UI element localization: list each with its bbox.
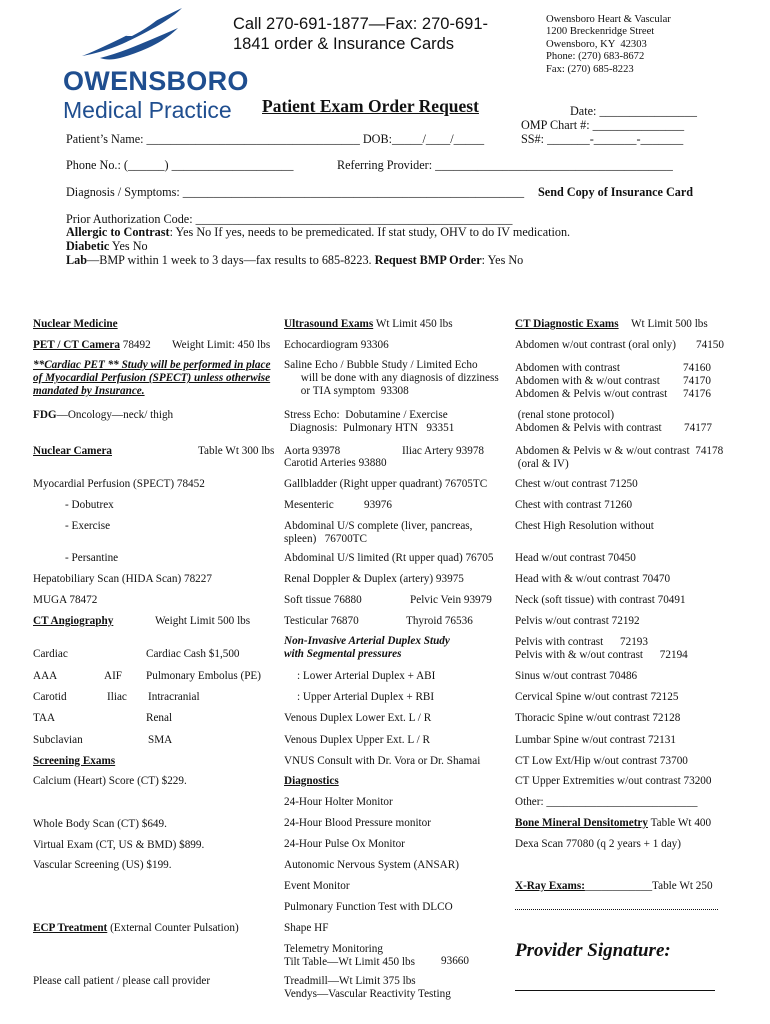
stress-echo-item[interactable]: Stress Echo: Dobutamine / Exercise Diagnosis: Pulmonary HTN 93351 xyxy=(284,409,455,434)
echocardiogram-item[interactable]: Echocardiogram 93306 xyxy=(284,339,389,351)
fdg-text: —Oncology—neck/ thigh xyxy=(56,409,174,421)
subclavian-item[interactable]: Subclavian xyxy=(33,734,83,746)
cervical-spine-item[interactable]: Cervical Spine w/out contrast 72125 xyxy=(515,691,679,703)
myocardial-perfusion-item[interactable]: Myocardial Perfusion (SPECT) 78452 xyxy=(33,478,205,490)
ct-weight-limit: Wt Limit 500 lbs xyxy=(631,318,708,330)
abdomen-wo-item[interactable]: Abdomen w/out contrast (oral only) xyxy=(515,339,676,351)
brand-subtitle: Medical Practice xyxy=(63,97,232,123)
chest-hr-item[interactable]: Chest High Resolution without xyxy=(515,520,654,532)
abdominal-limited-item[interactable]: Abdominal U/S limited (Rt upper quad) 76705 xyxy=(284,552,494,564)
diabetic-options[interactable]: Yes No xyxy=(109,239,148,253)
pelvic-vein-item[interactable]: Pelvic Vein 93979 xyxy=(410,594,492,606)
ecp-label: ECP Treatment xyxy=(33,922,108,934)
persantine-item[interactable]: - Persantine xyxy=(65,552,119,564)
bp-monitor-item[interactable]: 24-Hour Blood Pressure monitor xyxy=(284,817,431,829)
telemetry-code: 93660 xyxy=(441,955,469,967)
abdominal-complete-item[interactable]: Abdominal U/S complete (liver, pancreas, spleen) 76700TC xyxy=(284,520,473,545)
lower-arterial-duplex-item[interactable]: : Lower Arterial Duplex + ABI xyxy=(297,670,436,682)
xray-entry-line[interactable] xyxy=(515,909,718,910)
pet-weight-limit: Weight Limit: 450 lbs xyxy=(172,339,271,351)
head-ww-item[interactable]: Head with & w/out contrast 70470 xyxy=(515,573,671,585)
nuclear-medicine-heading: Nuclear Medicine xyxy=(33,318,118,330)
abdomen-contrast-codes: 74160 74170 74176 xyxy=(683,362,711,400)
abdomen-wo-code: 74150 xyxy=(696,339,724,351)
head-wo-item[interactable]: Head w/out contrast 70450 xyxy=(515,552,636,564)
call-fax-info: Call 270-691-1877—Fax: 270-691-1841 order & Insurance Cards xyxy=(233,15,488,53)
exercise-item[interactable]: - Exercise xyxy=(65,520,111,532)
upper-arterial-duplex-item[interactable]: : Upper Arterial Duplex + RBI xyxy=(297,691,435,703)
screening-exams-heading: Screening Exams xyxy=(33,755,116,767)
event-monitor-item[interactable]: Event Monitor xyxy=(284,880,350,892)
diabetic-label: Diabetic xyxy=(66,239,110,253)
request-bmp-label: Request BMP Order xyxy=(374,253,482,267)
taa-item[interactable]: TAA xyxy=(33,712,56,724)
please-call-note: Please call patient / please call provider xyxy=(33,975,211,987)
treadmill-vendys-item[interactable]: Treadmill—Wt Limit 375 lbs Vendys—Vascular Reactivity Testing xyxy=(284,975,451,1000)
page-title: Patient Exam Order Request xyxy=(262,96,479,116)
pulse-ox-item[interactable]: 24-Hour Pulse Ox Monitor xyxy=(284,838,405,850)
shape-hf-item[interactable]: Shape HF xyxy=(284,922,329,934)
ct-angio-weight: Weight Limit 500 lbs xyxy=(155,615,251,627)
calcium-score-item[interactable]: Calcium (Heart) Score (CT) $229. xyxy=(33,775,187,787)
provider-signature-line[interactable] xyxy=(515,990,715,991)
cardiac-cash-item[interactable]: Cardiac Cash $1,500 xyxy=(146,648,240,660)
lab-text: —BMP within 1 week to 3 days—fax results to 685-8223. xyxy=(87,253,375,267)
whole-body-scan-item[interactable]: Whole Body Scan (CT) $649. xyxy=(33,818,167,830)
carotid-arteries-item[interactable]: Carotid Arteries 93880 xyxy=(284,457,387,469)
referring-provider-field[interactable]: Referring Provider: _______________________________________ xyxy=(337,158,673,172)
ultrasound-exams-heading: Ultrasound Exams xyxy=(284,318,374,330)
ecp-text: (External Counter Pulsation) xyxy=(107,922,239,934)
omp-chart-field[interactable]: OMP Chart #: _______________ xyxy=(521,118,685,132)
hida-scan-item[interactable]: Hepatobiliary Scan (HIDA Scan) 78227 xyxy=(33,573,212,585)
bone-density-heading: Bone Mineral Densitometry xyxy=(515,817,648,829)
iliac-item[interactable]: Iliac xyxy=(107,691,127,703)
chest-wo-item[interactable]: Chest w/out contrast 71250 xyxy=(515,478,638,490)
ct-angiography-heading: CT Angiography xyxy=(33,615,114,627)
neck-item[interactable]: Neck (soft tissue) with contrast 70491 xyxy=(515,594,686,606)
other-field[interactable]: Other: ___________________________ xyxy=(515,796,698,808)
xray-wt: Table Wt 250 xyxy=(652,880,713,892)
phone-field[interactable]: Phone No.: (______) ____________________ xyxy=(66,158,294,172)
vascular-screening-item[interactable]: Vascular Screening (US) $199. xyxy=(33,859,172,871)
muga-item[interactable]: MUGA 78472 xyxy=(33,594,98,606)
pet-ct-code: 78492 xyxy=(119,339,151,351)
pft-item[interactable]: Pulmonary Function Test with DLCO xyxy=(284,901,453,913)
arterial-duplex-heading: Non-Invasive Arterial Duplex Study with Segmental pressures xyxy=(284,635,450,660)
chest-with-item[interactable]: Chest with contrast 71260 xyxy=(515,499,633,511)
nuclear-camera-table-wt: Table Wt 300 lbs xyxy=(198,445,275,457)
holter-monitor-item[interactable]: 24-Hour Holter Monitor xyxy=(284,796,393,808)
nuclear-camera-heading: Nuclear Camera xyxy=(33,445,113,457)
pelvis-contrast-group[interactable]: Pelvis with contrast 72193 Pelvis with & w/out contrast 72194 xyxy=(515,636,688,661)
pet-ct-label: PET / CT Camera xyxy=(33,339,120,351)
ultrasound-wt: Wt Limit 450 lbs xyxy=(373,318,453,330)
intracranial-item[interactable]: Intracranial xyxy=(148,691,200,703)
lab-label: Lab xyxy=(66,253,88,267)
fdg-item[interactable] xyxy=(33,409,173,422)
venous-upper-item[interactable]: Venous Duplex Upper Ext. L / R xyxy=(284,734,430,746)
dobutrex-item[interactable]: - Dobutrex xyxy=(65,499,114,511)
ct-low-ext-item[interactable]: CT Low Ext/Hip w/out contrast 73700 xyxy=(515,755,688,767)
renal-stone-item[interactable]: (renal stone protocol) Abdomen & Pelvis with contrast xyxy=(515,409,662,434)
prior-auth-field[interactable]: Prior Authorization Code: ____________________________________________________ xyxy=(66,212,513,226)
abdomen-contrast-group[interactable]: Abdomen with contrast Abdomen with & w/out contrast Abdomen & Pelvis w/out contrast xyxy=(515,362,668,400)
abdomen-pelvis-ww-item[interactable]: Abdomen & Pelvis w & w/out contrast 74178 (oral & IV) xyxy=(515,445,724,470)
date-field[interactable]: Date: ________________ xyxy=(570,104,697,118)
lumbar-spine-item[interactable]: Lumbar Spine w/out contrast 72131 xyxy=(515,734,676,746)
lab-line xyxy=(66,253,523,267)
cardiac-pet-note: **Cardiac PET ** Study will be performed in place of Myocardial Perfusion (SPECT) unless otherwise mandated by Insurance. xyxy=(33,359,271,397)
allergy-line xyxy=(66,225,570,239)
xray-heading: X-Ray Exams: xyxy=(515,880,585,892)
mesenteric-item[interactable]: Mesenteric xyxy=(284,499,334,511)
ansar-item[interactable]: Autonomic Nervous System (ANSAR) xyxy=(284,859,459,871)
owensboro-logo-icon xyxy=(78,6,188,64)
bone-density-wt: Table Wt 400 xyxy=(647,817,712,829)
dexa-scan-item[interactable]: Dexa Scan 77080 (q 2 years + 1 day) xyxy=(515,838,681,850)
xray-blank[interactable]: ____________ xyxy=(584,880,653,892)
pulmonary-embolus-item[interactable]: Pulmonary Embolus (PE) xyxy=(146,670,261,682)
ultrasound-heading-line xyxy=(284,318,453,331)
ss-field[interactable]: SS#: _______-_______-_______ xyxy=(521,132,684,146)
send-copy-insurance: Send Copy of Insurance Card xyxy=(538,185,694,199)
saline-echo-item[interactable]: Saline Echo / Bubble Study / Limited Echo will be done with any diagnosis of dizziness or TIA symptom 93308 xyxy=(284,359,499,397)
patient-name-field[interactable]: Patient’s Name: ___________________________________ DOB:_____/____/_____ xyxy=(66,132,485,146)
diabetic-line xyxy=(66,239,148,253)
pelvis-wo-item[interactable]: Pelvis w/out contrast 72192 xyxy=(515,615,640,627)
renal-doppler-item[interactable]: Renal Doppler & Duplex (artery) 93975 xyxy=(284,573,464,585)
pet-ct-item[interactable] xyxy=(33,339,151,352)
bone-density-heading-line xyxy=(515,817,711,830)
fdg-label: FDG xyxy=(33,409,57,421)
allergy-label: Allergic to Contrast xyxy=(66,225,170,239)
renal-stone-code: 74177 xyxy=(684,422,712,434)
diagnostics-heading: Diagnostics xyxy=(284,775,339,787)
vnus-consult-item[interactable]: VNUS Consult with Dr. Vora or Dr. Shamai xyxy=(284,755,481,767)
request-bmp-options[interactable]: : Yes No xyxy=(481,253,524,267)
aaa-item[interactable]: AAA xyxy=(33,670,58,682)
clinic-address: Owensboro Heart & Vascular 1200 Breckenridge Street Owensboro, KY 42303 Phone: (270) 683-8672 Fax: (270) 685-8223 xyxy=(546,14,671,75)
ecp-treatment-item[interactable] xyxy=(33,922,239,935)
ct-diagnostic-heading: CT Diagnostic Exams xyxy=(515,318,619,330)
diagnosis-field[interactable]: Diagnosis / Symptoms: ________________________________________________________ xyxy=(66,185,525,199)
cardiac-item[interactable]: Cardiac xyxy=(33,648,68,660)
sinus-item[interactable]: Sinus w/out contrast 70486 xyxy=(515,670,638,682)
renal-item[interactable]: Renal xyxy=(146,712,173,724)
thyroid-item[interactable]: Thyroid 76536 xyxy=(406,615,473,627)
soft-tissue-item[interactable]: Soft tissue 76880 xyxy=(284,594,362,606)
allergy-options[interactable]: : Yes No If yes, needs to be premedicated. If stat study, OHV to do IV medication. xyxy=(169,225,571,239)
iliac-artery-item[interactable]: Iliac Artery 93978 xyxy=(402,445,485,457)
virtual-exam-item[interactable]: Virtual Exam (CT, US & BMD) $899. xyxy=(33,839,205,851)
testicular-item[interactable]: Testicular 76870 xyxy=(284,615,359,627)
telemetry-tilt-item[interactable]: Telemetry Monitoring Tilt Table—Wt Limit 450 lbs xyxy=(284,943,415,968)
ct-upper-ext-item[interactable]: CT Upper Extremities w/out contrast 73200 xyxy=(515,775,712,787)
xray-heading-line xyxy=(515,880,713,893)
aorta-item[interactable]: Aorta 93978 xyxy=(284,445,341,457)
thoracic-spine-item[interactable]: Thoracic Spine w/out contrast 72128 xyxy=(515,712,681,724)
sma-item[interactable]: SMA xyxy=(148,734,173,746)
provider-signature-label: Provider Signature: xyxy=(515,940,671,961)
gallbladder-item[interactable]: Gallbladder (Right upper quadrant) 76705TC xyxy=(284,478,488,490)
venous-lower-item[interactable]: Venous Duplex Lower Ext. L / R xyxy=(284,712,432,724)
brand-name: OWENSBORO xyxy=(63,66,249,96)
aif-item[interactable]: AIF xyxy=(104,670,123,682)
carotid-item[interactable]: Carotid xyxy=(33,691,67,703)
mesenteric-code: 93976 xyxy=(364,499,392,511)
